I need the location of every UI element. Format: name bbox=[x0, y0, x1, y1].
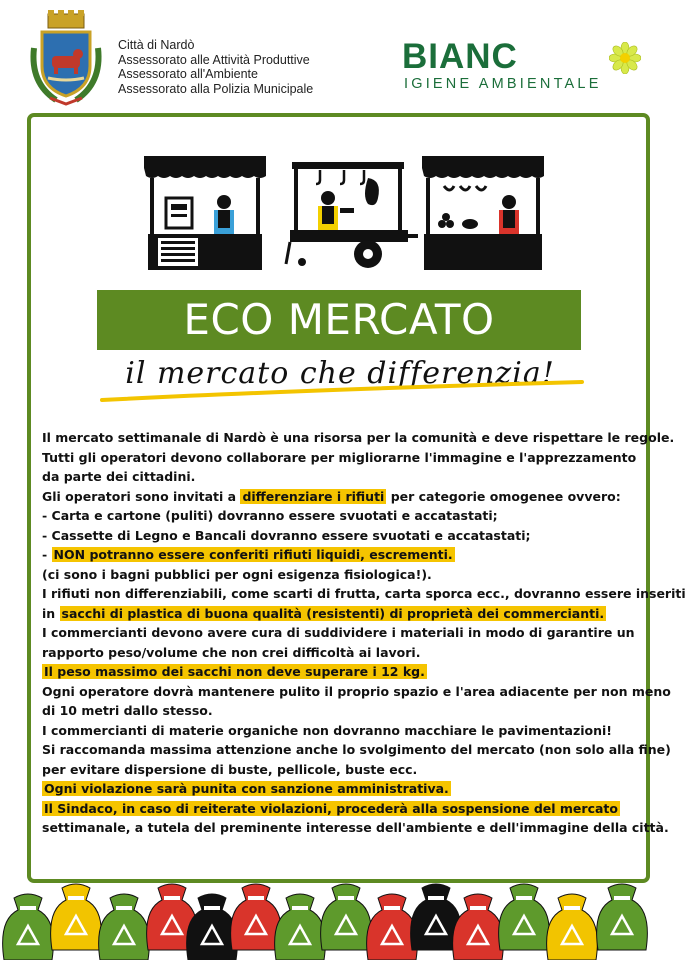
recycle-bag-icon bbox=[231, 884, 282, 950]
bianco-logo bbox=[402, 38, 652, 98]
fruit-stall-icon bbox=[422, 156, 544, 270]
tagline-underline bbox=[98, 378, 586, 404]
body-text-span: Si raccomanda massima attenzione anche lo svolgimento del mercato (non solo alla fine) bbox=[42, 742, 671, 757]
body-text-span: per categorie omogenee ovvero: bbox=[386, 488, 621, 504]
newsstand-stall-icon bbox=[144, 156, 266, 270]
recycle-bag-icon bbox=[321, 884, 372, 950]
body-line bbox=[42, 584, 686, 604]
body-line bbox=[42, 487, 646, 507]
highlighted-text: sacchi di plastica di buona qualità (resistenti) di proprietà dei commercianti. bbox=[61, 605, 605, 621]
body-text-span: di 10 metri dallo stesso. bbox=[42, 703, 213, 718]
body-text-span: I rifiuti non differenziabili, come scarti di frutta, carta sporca ecc., dovranno essere inseriti bbox=[42, 586, 686, 601]
body-line bbox=[42, 643, 646, 663]
body-line bbox=[42, 604, 646, 624]
body-text-span: Ogni operatore dovrà mantenere pulito il proprio spazio e l'area adiacente per non meno bbox=[42, 683, 671, 699]
body-line bbox=[42, 799, 646, 819]
page-title: ECO MERCATO bbox=[97, 290, 581, 350]
brand-name: BIANC bbox=[402, 37, 518, 76]
body-line bbox=[42, 682, 671, 702]
body-line bbox=[42, 623, 646, 643]
flower-icon bbox=[609, 42, 641, 74]
market-stalls-illustration bbox=[144, 150, 544, 274]
body-line bbox=[42, 565, 646, 585]
recycle-bag-icon bbox=[453, 894, 504, 960]
body-line bbox=[42, 448, 646, 468]
body-line bbox=[42, 721, 646, 741]
body-text-span: Tutti gli operatori devono collaborare per migliorarne l'immagine e l'apprezzamento bbox=[42, 449, 637, 465]
highlighted-text: Ogni violazione sarà punita con sanzione amministrativa. bbox=[44, 781, 449, 796]
recycling-bags-illustration bbox=[0, 860, 686, 960]
regulations-text bbox=[42, 428, 686, 838]
page-header bbox=[0, 0, 686, 110]
body-text-span: Il mercato settimanale di Nardò è una risorsa per la comunità e deve rispettare le regole. bbox=[42, 430, 675, 445]
body-line bbox=[42, 779, 646, 799]
body-text-span: per evitare dispersione di buste, pellicole, buste ecc. bbox=[42, 761, 418, 777]
body-text-span: rapporto peso/volume che non crei difficoltà ai lavori. bbox=[42, 644, 421, 660]
body-line bbox=[42, 526, 646, 546]
highlighted-text: NON potranno essere conferiti rifiuti liquidi, escrementi. bbox=[53, 547, 453, 562]
body-text-span: I commercianti devono avere cura di suddividere i materiali in modo di garantire un bbox=[42, 625, 635, 640]
body-line bbox=[42, 428, 675, 448]
brand-subtitle: IGIENE AMBIENTALE bbox=[404, 76, 602, 92]
body-line bbox=[42, 545, 646, 565]
highlighted-text: differenziare i rifiuti bbox=[242, 488, 385, 504]
body-text-span: da parte dei cittadini. bbox=[42, 469, 196, 484]
recycle-bag-icon bbox=[51, 884, 102, 950]
authority-block bbox=[118, 38, 313, 96]
body-line bbox=[42, 506, 646, 526]
body-line bbox=[42, 701, 646, 721]
recycle-bag-icon bbox=[367, 894, 418, 960]
city-crest-icon bbox=[26, 8, 106, 106]
body-line bbox=[42, 662, 646, 682]
authority-line: Città di Nardò bbox=[118, 38, 195, 52]
recycle-bag-icon bbox=[499, 884, 550, 950]
recycle-bag-icon bbox=[99, 894, 150, 960]
tagline: il mercato che differenzia! bbox=[125, 356, 555, 391]
body-line bbox=[42, 818, 669, 838]
authority-line: Assessorato alla Polizia Municipale bbox=[118, 81, 314, 96]
highlighted-text: Il peso massimo dei sacchi non deve superare i 12 kg. bbox=[44, 664, 425, 679]
authority-line: Assessorato alle Attività Produttive bbox=[118, 52, 310, 67]
meat-cart-icon bbox=[286, 162, 418, 268]
recycle-bag-icon bbox=[547, 894, 598, 960]
body-text-span: (ci sono i bagni pubblici per ogni esigenza fisiologica!). bbox=[42, 566, 432, 582]
body-line bbox=[42, 760, 646, 780]
body-text-span: in bbox=[42, 605, 60, 621]
recycle-bag-icon bbox=[3, 894, 54, 960]
body-text-span: settimanale, a tutela del preminente interesse dell'ambiente e dell'immagine della città. bbox=[42, 820, 669, 835]
body-text-span: - Carta e cartone (puliti) dovranno essere svuotati e accatastati; bbox=[42, 508, 498, 523]
highlighted-text: Il Sindaco, in caso di reiterate violazioni, procederà alla sospensione del mercato bbox=[44, 800, 618, 816]
recycle-bag-icon bbox=[187, 894, 238, 960]
body-text-span: - bbox=[42, 547, 52, 562]
body-text-span: - Cassette di Legno e Bancali dovranno essere svuotati e accatastati; bbox=[42, 527, 531, 543]
recycle-bag-icon bbox=[597, 884, 648, 950]
body-line bbox=[42, 740, 671, 760]
recycle-bag-icon bbox=[275, 894, 326, 960]
body-text-span: I commercianti di materie organiche non dovranno macchiare le pavimentazioni! bbox=[42, 722, 612, 738]
authority-line: Assessorato all'Ambiente bbox=[118, 67, 258, 81]
body-line bbox=[42, 467, 646, 487]
body-text-span: Gli operatori sono invitati a bbox=[42, 488, 241, 504]
